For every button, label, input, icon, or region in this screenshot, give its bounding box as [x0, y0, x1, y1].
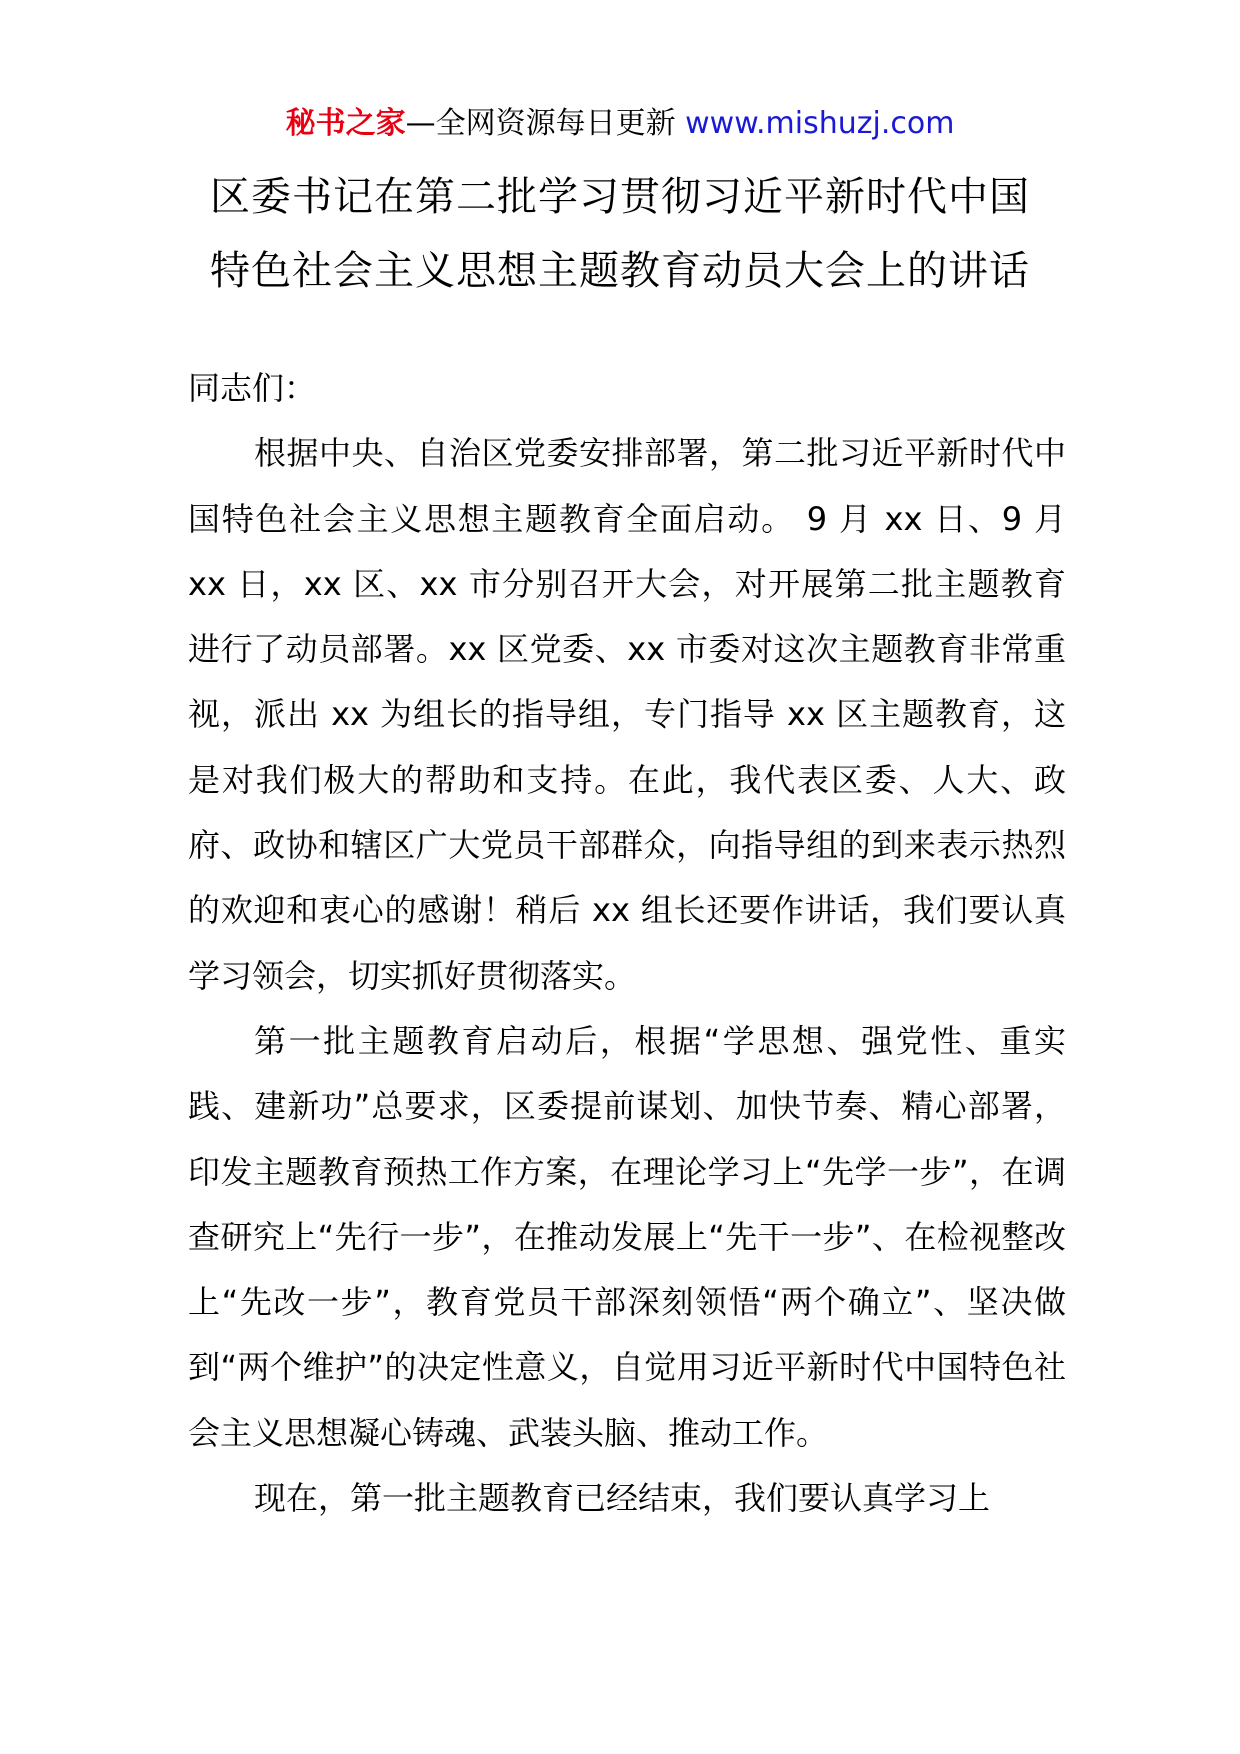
salutation: 同志们：	[188, 369, 317, 407]
title-line-1: 区委书记在第二批学习贯彻习近平新时代中国	[210, 174, 1030, 220]
banner-url-link[interactable]: www.mishuzj.com	[685, 106, 955, 141]
paragraph-3: 现在，第一批主题教育已经结束，我们要认真学习上	[254, 1479, 991, 1518]
document-title	[120, 160, 1120, 308]
banner-brand: 秘书之家	[285, 106, 406, 141]
site-banner	[0, 102, 1240, 146]
paragraph-2: 第一批主题教育启动后，根据“学思想、强党性、重实践、建新功”总要求，区委提前谋划、加快节奏、精心部署，印发主题教育预热工作方案，在理论学习上“先学一步”，在调查研究上“先行一步”，在推动发展上“先干一步”、在检视整改上“先改一步”，教育党员干部深刻领悟“两个确立”、坚决做到“两个维护”的决定性意义，自觉用习近平新时代中国特色社会主义思想凝心铸魂、武装头脑、推动工作。	[188, 1021, 1066, 1452]
title-line-2: 特色社会主义思想主题教育动员大会上的讲话	[210, 248, 1030, 294]
banner-slogan: —全网资源每日更新	[405, 106, 686, 141]
document-body	[188, 356, 1066, 1531]
paragraph-1: 根据中央、自治区党委安排部署，第二批习近平新时代中国特色社会主义思想主题教育全面启动。 9 月 xx 日、9 月 xx 日，xx 区、xx 市分别召开大会，对开展第二批主题教育进行了动员部署。xx 区党委、xx 市委对这次主题教育非常重视，派出 xx 为组长的指导组，专门指导 xx 区主题教育，这是对我们极大的帮助和支持。在此，我代表区委、人大、政府、政协和辖区广大党员干部群众，向指导组的到来表示热烈的欢迎和衷心的感谢！稍后 xx 组长还要作讲话，我们要认真学习领会，切实抓好贯彻落实。	[188, 434, 1066, 995]
